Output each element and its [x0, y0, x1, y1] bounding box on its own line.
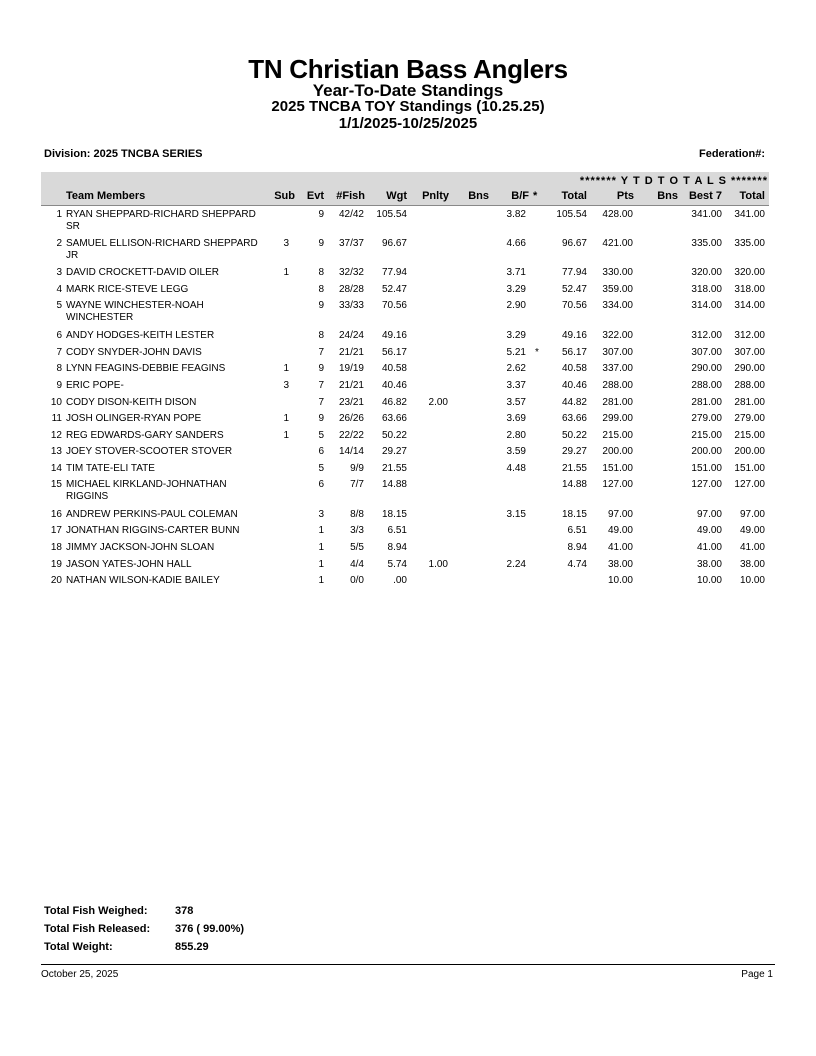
col-star: * — [533, 190, 538, 202]
row-total: 6.51 — [567, 525, 587, 536]
row-fish: 23/21 — [338, 397, 364, 408]
row-fish: 9/9 — [350, 463, 364, 474]
row-bf: 4.66 — [506, 238, 526, 249]
row-total: 77.94 — [561, 267, 587, 278]
row-pts: 127.00 — [602, 479, 633, 490]
row-rank: 13 — [50, 446, 62, 457]
row-team-members: LYNN FEAGINS-DEBBIE FEAGINS — [66, 363, 226, 374]
row-rank: 14 — [50, 463, 62, 474]
row-best7: 335.00 — [691, 238, 722, 249]
row-bf: 3.37 — [506, 380, 526, 391]
date-range: 1/1/2025-10/25/2025 — [338, 115, 478, 132]
row-rank: 3 — [56, 267, 62, 278]
row-fish: 3/3 — [350, 525, 364, 536]
row-sub: 1 — [283, 430, 289, 441]
row-total2: 290.00 — [734, 363, 765, 374]
report-title: TN Christian Bass Anglers — [248, 54, 568, 84]
row-fish: 5/5 — [350, 542, 364, 553]
row-best7: 281.00 — [691, 397, 722, 408]
row-total2: 38.00 — [739, 559, 765, 570]
row-wgt: 105.54 — [376, 209, 407, 220]
row-best7: 97.00 — [696, 509, 722, 520]
row-team-members: REG EDWARDS-GARY SANDERS — [66, 430, 224, 441]
row-fish: 33/33 — [338, 300, 364, 311]
row-evt: 1 — [318, 575, 324, 586]
col-pts: Pts — [616, 190, 634, 202]
row-rank: 6 — [56, 330, 62, 341]
row-pts: 299.00 — [602, 413, 633, 424]
row-sub: 1 — [283, 267, 289, 278]
row-wgt: 5.74 — [387, 559, 407, 570]
col-evt: Evt — [306, 190, 324, 202]
row-total: 40.58 — [561, 363, 587, 374]
row-best7: 307.00 — [691, 347, 722, 358]
row-total: 105.54 — [556, 209, 587, 220]
row-bf: 2.80 — [506, 430, 526, 441]
row-best7: 341.00 — [691, 209, 722, 220]
col-total-ytd: Total — [739, 190, 765, 202]
row-evt: 6 — [318, 479, 324, 490]
fish-weighed-label: Total Fish Weighed: — [44, 905, 148, 917]
row-bf: 4.48 — [506, 463, 526, 474]
row-fish: 4/4 — [350, 559, 364, 570]
row-evt: 7 — [318, 347, 324, 358]
row-fish: 7/7 — [350, 479, 364, 490]
row-total2: 215.00 — [734, 430, 765, 441]
row-team-members: MICHAEL KIRKLAND-JOHNATHAN RIGGINS — [66, 479, 227, 502]
row-wgt: 52.47 — [381, 284, 407, 295]
row-fish: 26/26 — [338, 413, 364, 424]
row-team-members: SAMUEL ELLISON-RICHARD SHEPPARD JR — [66, 238, 258, 261]
row-bf: 3.29 — [506, 330, 526, 341]
row-fish: 0/0 — [350, 575, 364, 586]
col-wgt: Wgt — [386, 190, 407, 202]
row-evt: 9 — [318, 300, 324, 311]
row-pts: 428.00 — [602, 209, 633, 220]
ytd-totals-label: ******* Y T D T O T A L S ******* — [579, 175, 768, 187]
footer-date: October 25, 2025 — [41, 969, 119, 980]
row-total: 4.74 — [567, 559, 587, 570]
row-fish: 28/28 — [338, 284, 364, 295]
row-star: * — [535, 347, 539, 358]
row-fish: 22/22 — [338, 430, 364, 441]
row-pts: 281.00 — [602, 397, 633, 408]
row-wgt: 49.16 — [381, 330, 407, 341]
col-team-members: Team Members — [66, 190, 146, 202]
row-total2: 49.00 — [739, 525, 765, 536]
row-pts: 200.00 — [602, 446, 633, 457]
footer-page: Page 1 — [741, 969, 773, 980]
row-pts: 330.00 — [602, 267, 633, 278]
row-bf: 3.69 — [506, 413, 526, 424]
row-wgt: 6.51 — [387, 525, 407, 536]
row-bf: 3.29 — [506, 284, 526, 295]
row-evt: 9 — [318, 209, 324, 220]
row-evt: 9 — [318, 363, 324, 374]
row-best7: 288.00 — [691, 380, 722, 391]
row-total2: 312.00 — [734, 330, 765, 341]
row-wgt: 40.58 — [381, 363, 407, 374]
row-total2: 200.00 — [734, 446, 765, 457]
row-evt: 8 — [318, 284, 324, 295]
row-evt: 1 — [318, 542, 324, 553]
row-pts: 307.00 — [602, 347, 633, 358]
row-sub: 3 — [283, 380, 289, 391]
row-team-members: TIM TATE-ELI TATE — [66, 463, 155, 474]
row-best7: 41.00 — [696, 542, 722, 553]
row-pts: 337.00 — [602, 363, 633, 374]
row-best7: 38.00 — [696, 559, 722, 570]
row-pts: 49.00 — [607, 525, 633, 536]
row-rank: 15 — [50, 479, 62, 490]
row-rank: 17 — [50, 525, 62, 536]
row-total: 8.94 — [567, 542, 587, 553]
row-bf: 2.62 — [506, 363, 526, 374]
row-wgt: 77.94 — [381, 267, 407, 278]
row-evt: 5 — [318, 463, 324, 474]
row-evt: 9 — [318, 238, 324, 249]
row-pts: 288.00 — [602, 380, 633, 391]
row-team-members: NATHAN WILSON-KADIE BAILEY — [66, 575, 220, 586]
row-fish: 32/32 — [338, 267, 364, 278]
row-best7: 151.00 — [691, 463, 722, 474]
row-wgt: 14.88 — [381, 479, 407, 490]
row-pts: 97.00 — [607, 509, 633, 520]
row-team-members: DAVID CROCKETT-DAVID OILER — [66, 267, 219, 278]
row-team-members: CODY SNYDER-JOHN DAVIS — [66, 347, 202, 358]
row-total2: 335.00 — [734, 238, 765, 249]
row-sub: 3 — [283, 238, 289, 249]
row-wgt: .00 — [393, 575, 407, 586]
row-best7: 10.00 — [696, 575, 722, 586]
row-pts: 10.00 — [607, 575, 633, 586]
row-bf: 2.24 — [506, 559, 526, 570]
col-total: Total — [561, 190, 587, 202]
report-subtitle: Year-To-Date Standings — [312, 81, 504, 100]
row-team-members: ANDREW PERKINS-PAUL COLEMAN — [66, 509, 238, 520]
row-rank: 4 — [56, 284, 62, 295]
row-wgt: 96.67 — [381, 238, 407, 249]
row-rank: 2 — [56, 238, 62, 249]
row-total: 14.88 — [561, 479, 587, 490]
row-sub: 1 — [283, 363, 289, 374]
row-evt: 7 — [318, 397, 324, 408]
col-sub: Sub — [274, 190, 295, 202]
col-best7: Best 7 — [688, 190, 722, 202]
row-total: 70.56 — [561, 300, 587, 311]
row-pts: 421.00 — [602, 238, 633, 249]
row-evt: 8 — [318, 267, 324, 278]
row-wgt: 29.27 — [381, 446, 407, 457]
row-bf: 3.57 — [506, 397, 526, 408]
row-team-members: JOEY STOVER-SCOOTER STOVER — [66, 446, 233, 457]
row-rank: 20 — [50, 575, 62, 586]
row-best7: 320.00 — [691, 267, 722, 278]
row-team-members: ANDY HODGES-KEITH LESTER — [66, 330, 215, 341]
row-wgt: 56.17 — [381, 347, 407, 358]
row-total: 44.82 — [561, 397, 587, 408]
row-best7: 127.00 — [691, 479, 722, 490]
row-team-members: WAYNE WINCHESTER-NOAH WINCHESTER — [66, 300, 204, 323]
division-label: Division: 2025 TNCBA SERIES — [44, 148, 203, 160]
row-team-members: RYAN SHEPPARD-RICHARD SHEPPARD SR — [66, 209, 256, 232]
row-total2: 279.00 — [734, 413, 765, 424]
row-wgt: 50.22 — [381, 430, 407, 441]
fish-weighed-value: 378 — [175, 905, 194, 917]
row-total2: 314.00 — [734, 300, 765, 311]
col-pnlty: Pnlty — [422, 190, 449, 202]
col-fish: #Fish — [336, 190, 365, 202]
row-total: 52.47 — [561, 284, 587, 295]
row-rank: 10 — [50, 397, 62, 408]
row-total2: 281.00 — [734, 397, 765, 408]
row-best7: 314.00 — [691, 300, 722, 311]
row-best7: 312.00 — [691, 330, 722, 341]
row-team-members: JIMMY JACKSON-JOHN SLOAN — [66, 542, 215, 553]
row-total: 63.66 — [561, 413, 587, 424]
row-rank: 1 — [56, 209, 62, 220]
row-total2: 151.00 — [734, 463, 765, 474]
row-sub: 1 — [283, 413, 289, 424]
row-wgt: 46.82 — [381, 397, 407, 408]
row-evt: 5 — [318, 430, 324, 441]
row-pts: 38.00 — [607, 559, 633, 570]
row-best7: 279.00 — [691, 413, 722, 424]
row-pts: 322.00 — [602, 330, 633, 341]
row-pts: 215.00 — [602, 430, 633, 441]
footer-rule — [41, 964, 775, 965]
row-rank: 8 — [56, 363, 62, 374]
row-pts: 359.00 — [602, 284, 633, 295]
row-rank: 9 — [56, 380, 62, 391]
row-team-members: JASON YATES-JOHN HALL — [66, 559, 192, 570]
row-evt: 1 — [318, 525, 324, 536]
row-total2: 320.00 — [734, 267, 765, 278]
row-rank: 5 — [56, 300, 62, 311]
row-fish: 42/42 — [338, 209, 364, 220]
row-fish: 24/24 — [338, 330, 364, 341]
row-pnlty: 1.00 — [428, 559, 448, 570]
row-wgt: 8.94 — [387, 542, 407, 553]
row-team-members: ERIC POPE- — [66, 380, 124, 391]
row-evt: 7 — [318, 380, 324, 391]
col-bf: B/F — [511, 190, 529, 202]
row-wgt: 40.46 — [381, 380, 407, 391]
row-wgt: 21.55 — [381, 463, 407, 474]
row-total2: 307.00 — [734, 347, 765, 358]
row-bf: 3.15 — [506, 509, 526, 520]
row-total2: 127.00 — [734, 479, 765, 490]
row-team-members: CODY DISON-KEITH DISON — [66, 397, 197, 408]
row-evt: 8 — [318, 330, 324, 341]
row-fish: 14/14 — [338, 446, 364, 457]
row-total: 56.17 — [561, 347, 587, 358]
row-total2: 97.00 — [739, 509, 765, 520]
row-rank: 16 — [50, 509, 62, 520]
row-pnlty: 2.00 — [428, 397, 448, 408]
row-bf: 3.82 — [506, 209, 526, 220]
report-name: 2025 TNCBA TOY Standings (10.25.25) — [271, 98, 545, 115]
row-total2: 41.00 — [739, 542, 765, 553]
row-total: 49.16 — [561, 330, 587, 341]
row-fish: 19/19 — [338, 363, 364, 374]
row-total: 50.22 — [561, 430, 587, 441]
row-total: 21.55 — [561, 463, 587, 474]
fish-released-label: Total Fish Released: — [44, 923, 151, 935]
row-total: 40.46 — [561, 380, 587, 391]
row-total2: 288.00 — [734, 380, 765, 391]
row-rank: 18 — [50, 542, 62, 553]
row-team-members: JOSH OLINGER-RYAN POPE — [66, 413, 202, 424]
row-total2: 10.00 — [739, 575, 765, 586]
row-team-members: MARK RICE-STEVE LEGG — [66, 284, 189, 295]
total-weight-label: Total Weight: — [44, 941, 113, 953]
row-fish: 8/8 — [350, 509, 364, 520]
row-wgt: 18.15 — [381, 509, 407, 520]
row-best7: 318.00 — [691, 284, 722, 295]
row-wgt: 70.56 — [381, 300, 407, 311]
row-fish: 21/21 — [338, 347, 364, 358]
row-evt: 6 — [318, 446, 324, 457]
row-wgt: 63.66 — [381, 413, 407, 424]
row-total2: 318.00 — [734, 284, 765, 295]
total-weight-value: 855.29 — [175, 941, 209, 953]
row-rank: 12 — [50, 430, 62, 441]
row-total2: 341.00 — [734, 209, 765, 220]
fish-released-value: 376 ( 99.00%) — [175, 923, 245, 935]
row-bf: 3.59 — [506, 446, 526, 457]
row-total: 18.15 — [561, 509, 587, 520]
row-evt: 9 — [318, 413, 324, 424]
row-best7: 215.00 — [691, 430, 722, 441]
row-evt: 3 — [318, 509, 324, 520]
row-evt: 1 — [318, 559, 324, 570]
row-bf: 5.21 — [506, 347, 526, 358]
col-bns-ytd: Bns — [657, 190, 678, 202]
row-rank: 19 — [50, 559, 62, 570]
row-bf: 3.71 — [506, 267, 526, 278]
row-best7: 49.00 — [696, 525, 722, 536]
row-team-members: JONATHAN RIGGINS-CARTER BUNN — [66, 525, 240, 536]
row-fish: 37/37 — [338, 238, 364, 249]
row-total: 96.67 — [561, 238, 587, 249]
row-fish: 21/21 — [338, 380, 364, 391]
row-pts: 41.00 — [607, 542, 633, 553]
row-total: 29.27 — [561, 446, 587, 457]
row-pts: 151.00 — [602, 463, 633, 474]
federation-label: Federation#: — [698, 148, 765, 160]
row-rank: 11 — [51, 413, 62, 424]
col-bns: Bns — [468, 190, 489, 202]
row-rank: 7 — [56, 347, 62, 358]
row-pts: 334.00 — [602, 300, 633, 311]
row-best7: 290.00 — [691, 363, 722, 374]
row-best7: 200.00 — [691, 446, 722, 457]
row-bf: 2.90 — [506, 300, 526, 311]
